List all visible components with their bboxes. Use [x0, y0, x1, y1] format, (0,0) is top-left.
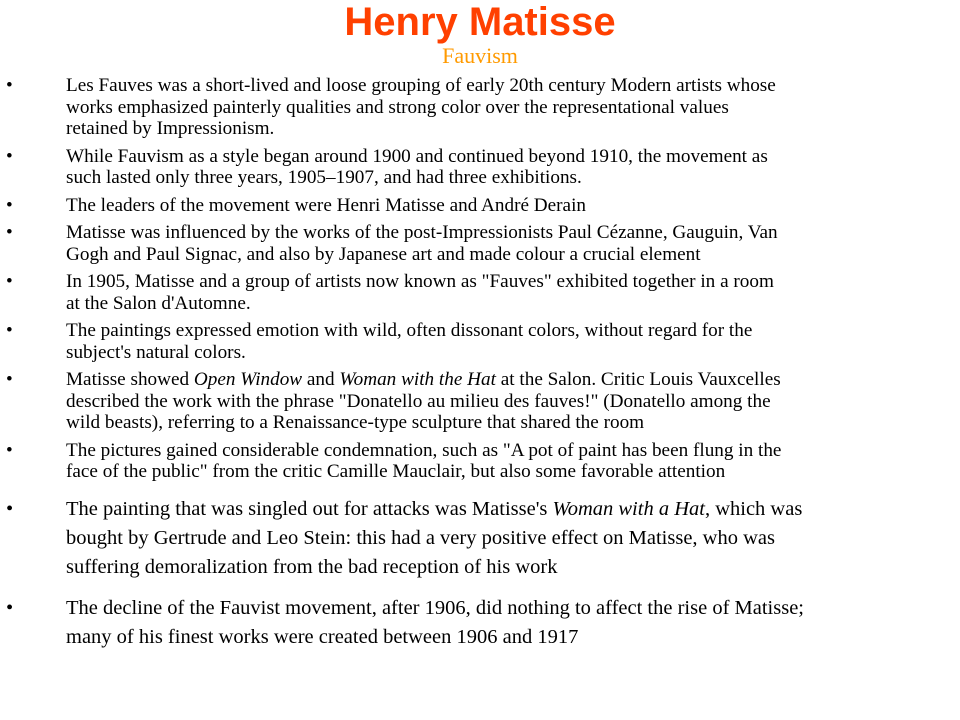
bullet-line: The leaders of the movement were Henri Matisse and André Derain [66, 194, 587, 216]
bullet-line [66, 495, 956, 524]
text-run: Matisse showed [66, 369, 194, 390]
bullet-icon: • [6, 497, 14, 520]
bullet-line: subject's natural colors. [66, 341, 246, 363]
artwork-title: Woman with a Hat [552, 497, 705, 520]
bullet-line: described the work with the phrase "Donatello au milieu des fauves!" (Donatello among the [66, 390, 771, 412]
bullet-icon: • [6, 271, 13, 292]
bullet-line: face of the public" from the critic Camille Mauclair, but also some favorable attention [66, 461, 726, 482]
bullet-icon: • [6, 194, 13, 216]
artwork-title: Woman with the Hat [339, 369, 496, 390]
bullet-line: The paintings expressed emotion with wild, often dissonant colors, without regard for the [66, 320, 753, 341]
text-run: at the Salon. Critic Louis Vauxcelles [495, 369, 781, 390]
bullet-icon: • [6, 222, 13, 243]
bullet-item [0, 440, 960, 483]
bullet-icon: • [6, 320, 13, 341]
bullet-line: such lasted only three years, 1905–1907, and had three exhibitions. [66, 167, 582, 188]
bullet-line: works emphasized painterly qualities and strong color over the representational values [66, 96, 729, 118]
bullet-icon: • [6, 439, 13, 461]
bullet-line: The decline of the Fauvist movement, after 1906, did nothing to affect the rise of Matisse; [66, 596, 804, 619]
bullet-line: The pictures gained considerable condemnation, such as "A pot of paint has been flung in the [66, 439, 782, 461]
bullet-item [0, 495, 960, 582]
bullet-line: retained by Impressionism. [66, 118, 275, 139]
bullet-line: Gogh and Paul Signac, and also by Japanese art and made colour a crucial element [66, 243, 701, 265]
bullet-line: at the Salon d'Automne. [66, 292, 251, 314]
bullet-item [0, 594, 960, 652]
bullet-item [0, 369, 960, 434]
bullet-line: suffering demoralization from the bad reception of his work [66, 555, 558, 578]
bullet-item [0, 195, 960, 217]
bullet-list [0, 75, 960, 652]
bullet-line: In 1905, Matisse and a group of artists now known as "Fauves" exhibited together in a room [66, 271, 774, 292]
bullet-item [0, 271, 960, 314]
slide-subtitle: Fauvism [442, 43, 518, 68]
artwork-title: Open Window [193, 369, 303, 390]
bullet-line: many of his finest works were created between 1906 and 1917 [66, 625, 579, 648]
bullet-line: wild beasts), referring to a Renaissance-type sculpture that shared the room [66, 412, 645, 433]
bullet-line: Les Fauves was a short-lived and loose grouping of early 20th century Modern artists whose [66, 75, 776, 96]
bullet-line: bought by Gertrude and Leo Stein: this had a very positive effect on Matisse, who was [66, 526, 775, 549]
text-run: , which was [704, 497, 803, 520]
bullet-item [0, 320, 960, 363]
bullet-line: Matisse was influenced by the works of the post-Impressionists Paul Cézanne, Gauguin, Van [66, 222, 778, 243]
bullet-item [0, 146, 960, 189]
bullet-line [66, 369, 956, 391]
bullet-item [0, 222, 960, 265]
text-run: The painting that was singled out for attacks was Matisse's [66, 497, 553, 520]
bullet-icon: • [6, 596, 14, 619]
slide-title: Henry Matisse [344, 0, 616, 44]
bullet-item [0, 75, 960, 140]
bullet-icon: • [6, 75, 13, 96]
bullet-icon: • [6, 369, 13, 390]
bullet-line: While Fauvism as a style began around 1900 and continued beyond 1910, the movement as [66, 145, 768, 167]
bullet-icon: • [6, 145, 13, 167]
text-run: and [302, 369, 340, 390]
